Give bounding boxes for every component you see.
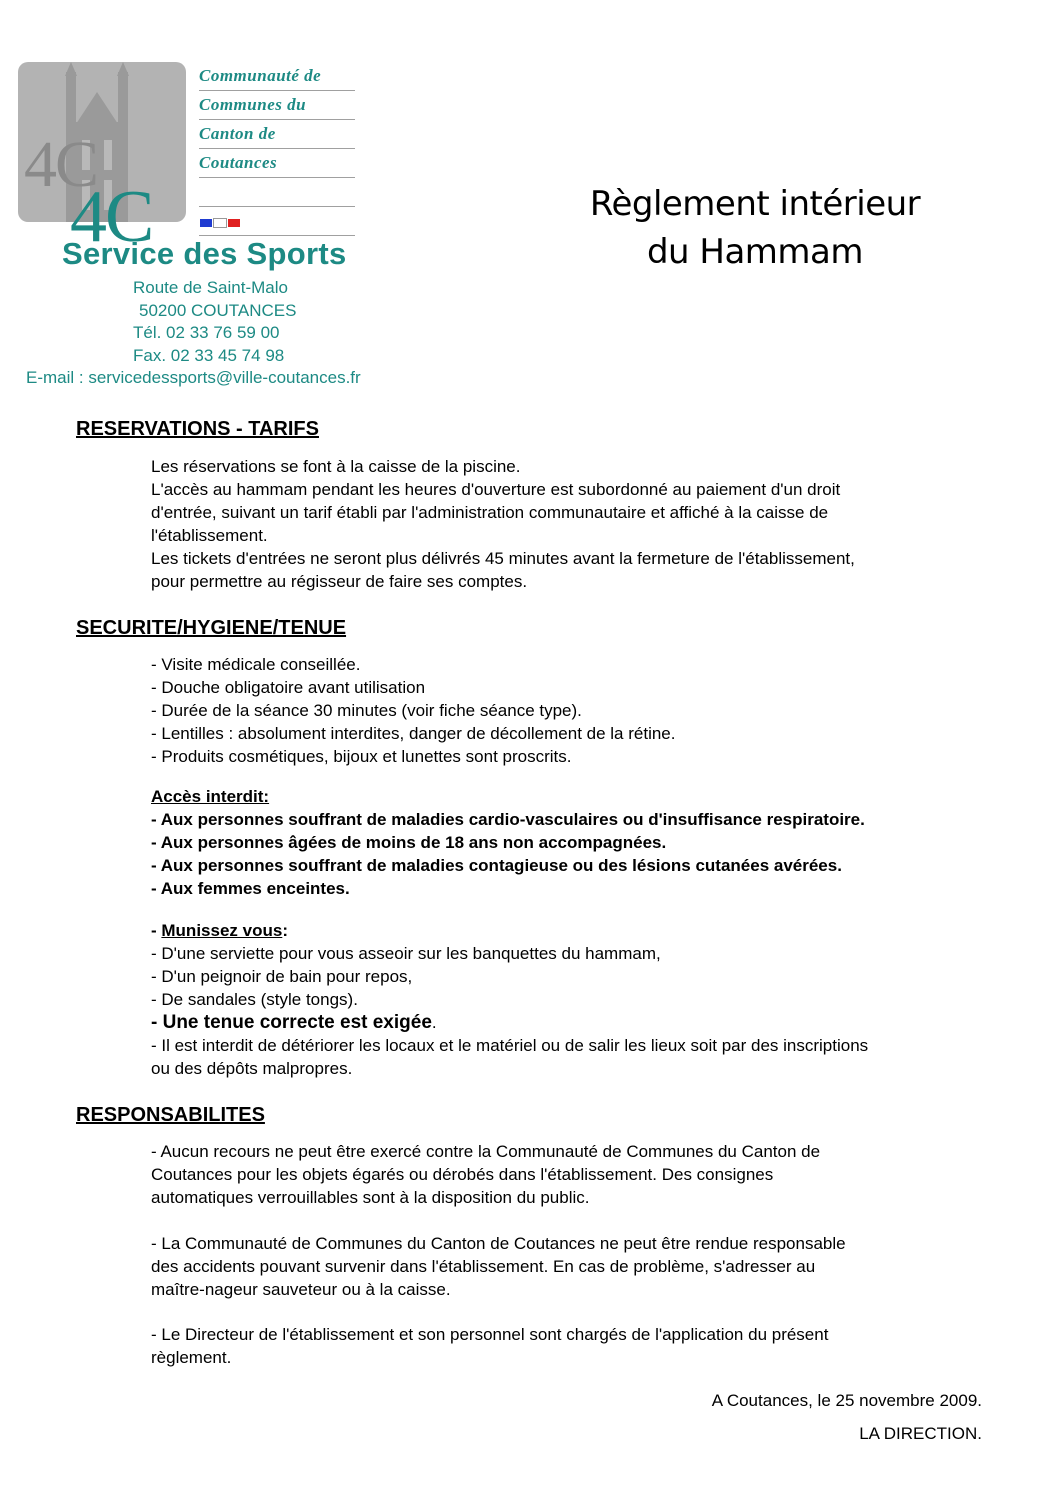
- text-line: l'établissement.: [151, 526, 268, 545]
- list-item: - Douche obligatoire avant utilisation: [151, 678, 426, 697]
- acces-interdit: [151, 785, 991, 900]
- list-item: - De sandales (style tongs).: [151, 990, 358, 1009]
- org-line-2: Communes du: [199, 91, 355, 120]
- text-line: L'accès au hammam pendant les heures d'ouverture est subordonné au paiement d'un droit: [151, 480, 841, 499]
- munissez-heading: [151, 919, 991, 942]
- org-line-4: Coutances: [199, 149, 355, 178]
- responsabilites-p3: [151, 1323, 991, 1369]
- heading-securite: SECURITE/HYGIENE/TENUE: [76, 617, 347, 639]
- list-item: - Aux personnes souffrant de maladies contagieuse ou des lésions cutanées avérées.: [151, 856, 842, 875]
- service-tel: Tél. 02 33 76 59 00: [133, 323, 280, 342]
- tenue-end: .: [431, 1013, 437, 1032]
- list-item: - Durée de la séance 30 minutes (voir fiche séance type).: [151, 701, 582, 720]
- org-line-3: Canton de: [199, 120, 355, 149]
- munissez-vous: [151, 919, 991, 1080]
- service-address: Route de Saint-Malo: [133, 278, 288, 297]
- text-line: maître-nageur sauveteur ou à la caisse.: [151, 1280, 451, 1299]
- list-item: - Produits cosmétiques, bijoux et lunettes sont proscrits.: [151, 747, 572, 766]
- french-flag-icon: [200, 219, 242, 227]
- list-item: - Il est interdit de détériorer les locaux et le matériel ou de salir les lieux soit par des inscriptions: [151, 1036, 869, 1055]
- service-fax: Fax. 02 33 45 74 98: [133, 346, 285, 365]
- acces-heading: Accès interdit:: [151, 787, 270, 806]
- text-line: automatiques verrouillables sont à la disposition du public.: [151, 1188, 590, 1207]
- munissez-prefix: -: [151, 921, 162, 940]
- logo-text-back: 4C: [24, 128, 98, 201]
- logo-text-front: 4C: [70, 176, 153, 258]
- list-item: - Aux femmes enceintes.: [151, 879, 350, 898]
- text-line: - Le Directeur de l'établissement et son personnel sont chargés de l'application du présent: [151, 1325, 829, 1344]
- list-item: - D'un peignoir de bain pour repos,: [151, 967, 413, 986]
- list-item: - Visite médicale conseillée.: [151, 655, 361, 674]
- logo: [18, 62, 186, 258]
- text-line: pour permettre au régisseur de faire ses comptes.: [151, 572, 528, 591]
- heading-responsabilites: RESPONSABILITES: [76, 1104, 265, 1126]
- reservations-text: [151, 455, 991, 593]
- service-email: E-mail : servicedessports@ville-coutances.fr: [26, 368, 361, 387]
- list-item: ou des dépôts malpropres.: [151, 1059, 353, 1078]
- flag-row: [199, 207, 355, 236]
- list-item: - D'une serviette pour vous asseoir sur les banquettes du hammam,: [151, 944, 661, 963]
- text-line: règlement.: [151, 1348, 232, 1367]
- responsabilites-p2: [151, 1232, 991, 1301]
- organization-name: [199, 62, 355, 236]
- service-city: 50200 COUTANCES: [139, 301, 297, 320]
- munissez-suffix: :: [282, 921, 288, 940]
- heading-reservations: RESERVATIONS - TARIFS: [76, 418, 319, 440]
- list-item: - Lentilles : absolument interdites, danger de décollement de la rétine.: [151, 724, 676, 743]
- text-line: Les réservations se font à la caisse de la piscine.: [151, 457, 521, 476]
- document-title: [555, 180, 955, 276]
- text-line: Coutances pour les objets égarés ou dérobés dans l'établissement. Des consignes: [151, 1165, 774, 1184]
- tenue-bold: - Une tenue correcte est exigée: [151, 1012, 432, 1033]
- text-line: Les tickets d'entrées ne seront plus délivrés 45 minutes avant la fermeture de l'établissement,: [151, 549, 855, 568]
- text-line: des accidents pouvant survenir dans l'établissement. En cas de problème, s'adresser au: [151, 1257, 816, 1276]
- tenue-line: [151, 1011, 991, 1034]
- list-item: - Aux personnes âgées de moins de 18 ans non accompagnées.: [151, 833, 667, 852]
- title-line-1: Règlement intérieur: [589, 184, 921, 224]
- munissez-label: Munissez vous: [161, 921, 283, 940]
- securite-list: [151, 653, 991, 768]
- text-line: d'entrée, suivant un tarif établi par l'administration communautaire et affiché à la caisse de: [151, 503, 829, 522]
- org-line-spacer: [199, 178, 355, 207]
- signatory: LA DIRECTION.: [859, 1424, 982, 1443]
- org-line-1: Communauté de: [199, 62, 355, 91]
- list-item: - Aux personnes souffrant de maladies cardio-vasculaires ou d'insuffisance respiratoire.: [151, 810, 865, 829]
- text-line: - Aucun recours ne peut être exercé contre la Communauté de Communes du Canton de: [151, 1142, 821, 1161]
- responsabilites-p1: [151, 1140, 991, 1209]
- place-date: A Coutances, le 25 novembre 2009.: [711, 1391, 982, 1410]
- title-line-2: du Hammam: [646, 232, 864, 272]
- text-line: - La Communauté de Communes du Canton de Coutances ne peut être rendue responsable: [151, 1234, 846, 1253]
- service-title: Service des Sports: [62, 236, 347, 271]
